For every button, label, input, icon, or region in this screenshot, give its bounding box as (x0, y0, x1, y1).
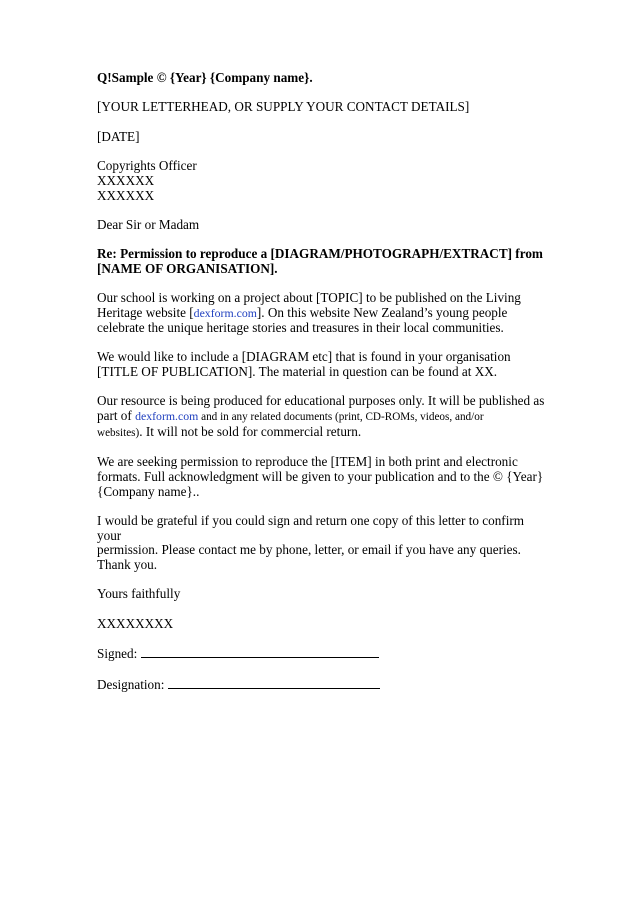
body-text: formats. Full acknowledgment will be given to your publication and to the © {Year} (97, 468, 544, 484)
body-paragraph-2 (97, 350, 547, 379)
signature-row (97, 646, 547, 662)
sample-line: Q!Sample © {Year} {Company name}. (97, 70, 313, 85)
designation-row (97, 677, 547, 693)
recipient-line-2: XXXXXX (97, 187, 155, 203)
salutation: Dear Sir or Madam (97, 216, 200, 232)
body-paragraph-3 (97, 394, 547, 440)
letter-page (97, 71, 547, 707)
body-paragraph-4 (97, 455, 547, 499)
closing: Yours faithfully (97, 586, 181, 602)
letterhead-placeholder: [YOUR LETTERHEAD, OR SUPPLY YOUR CONTACT DETAILS] (97, 99, 470, 115)
website-link[interactable]: dexform.com (135, 409, 199, 424)
body-text: permission. Please contact me by phone, letter, or email if you have any queries. (97, 542, 521, 558)
body-paragraph-1 (97, 291, 547, 335)
body-text: {Company name}.. (97, 483, 200, 499)
date-placeholder: [DATE] (97, 128, 140, 144)
designation-label: Designation: (97, 676, 165, 692)
sender-name: XXXXXXXX (97, 615, 174, 631)
subject-line-2: [NAME OF ORGANISATION]. (97, 261, 278, 277)
body-text: ]. On this website New Zealand’s young people (256, 305, 508, 321)
website-link[interactable]: dexform.com (193, 306, 257, 321)
recipient-line-1: XXXXXX (97, 172, 155, 188)
recipient-title: Copyrights Officer (97, 158, 197, 174)
recipient-block (97, 159, 547, 203)
subject-line-1: Re: Permission to reproduce a [DIAGRAM/PHOTOGRAPH/EXTRACT] from (97, 246, 543, 262)
signed-label: Signed: (97, 646, 138, 662)
designation-line (168, 677, 380, 689)
body-text: part of (97, 408, 136, 424)
body-text: [TITLE OF PUBLICATION]. The material in question can be found at XX. (97, 363, 498, 379)
body-text: I would be grateful if you could sign and return one copy of this letter to confirm your (97, 512, 525, 543)
body-text: We are seeking permission to reproduce the [ITEM] in both print and electronic (97, 454, 518, 470)
body-text: . It will not be sold for commercial return. (139, 423, 362, 439)
signature-line (141, 646, 379, 658)
body-paragraph-5 (97, 514, 547, 573)
body-text: Our resource is being produced for educational purposes only. It will be published as (97, 393, 545, 409)
body-text: and in any related documents (print, CD-ROMs, videos, and/or (198, 411, 484, 424)
body-text: Heritage website [ (97, 305, 194, 321)
body-text: celebrate the unique heritage stories and treasures in their local communities. (97, 319, 504, 335)
body-text: We would like to include a [DIAGRAM etc] that is found in your organisation (97, 349, 511, 365)
body-text: Thank you. (97, 557, 158, 573)
body-text: websites) (97, 426, 140, 439)
body-text: Our school is working on a project about [TOPIC] to be published on the Living (97, 290, 521, 306)
subject-line (97, 247, 547, 276)
